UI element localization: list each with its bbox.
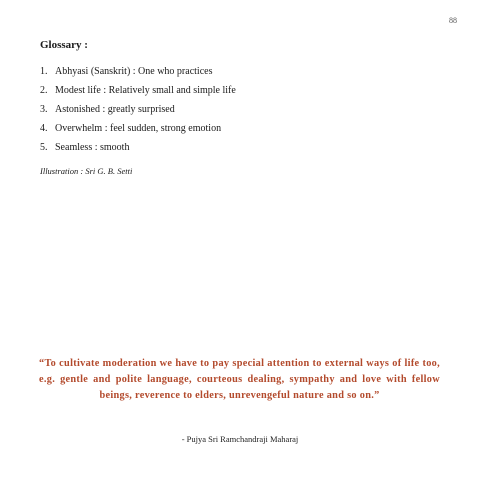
glossary-item	[40, 66, 236, 78]
glossary-item-number: 2.	[40, 85, 48, 96]
glossary-title: Glossary :	[40, 39, 88, 51]
glossary-item-number: 5.	[40, 142, 48, 153]
glossary-item-number: 4.	[40, 123, 48, 134]
glossary-list	[40, 66, 236, 161]
glossary-item-number: 3.	[40, 104, 48, 115]
glossary-item	[40, 85, 236, 97]
illustration-credit: Illustration : Sri G. B. Setti	[40, 166, 133, 176]
glossary-item	[40, 142, 236, 154]
glossary-item	[40, 104, 236, 116]
glossary-item-number: 1.	[40, 66, 48, 77]
glossary-item-text: Overwhelm : feel sudden, strong emotion	[55, 123, 222, 134]
glossary-item-text: Abhyasi (Sanskrit) : One who practices	[55, 66, 213, 77]
glossary-item-text: Seamless : smooth	[55, 142, 130, 153]
quote-attribution: - Pujya Sri Ramchandraji Maharaj	[181, 434, 299, 444]
glossary-item-text: Astonished : greatly surprised	[55, 104, 175, 115]
glossary-item-text: Modest life : Relatively small and simple life	[55, 85, 236, 96]
page-number: 88	[449, 16, 457, 25]
quote-text: “To cultivate moderation we have to pay special attention to external ways of life too, e.g. gentle and polite language, courteous dealing, sympathy and love with fellow beings, reverence to elders, unrevengeful nature and so on.”	[39, 358, 440, 401]
glossary-item	[40, 123, 236, 135]
